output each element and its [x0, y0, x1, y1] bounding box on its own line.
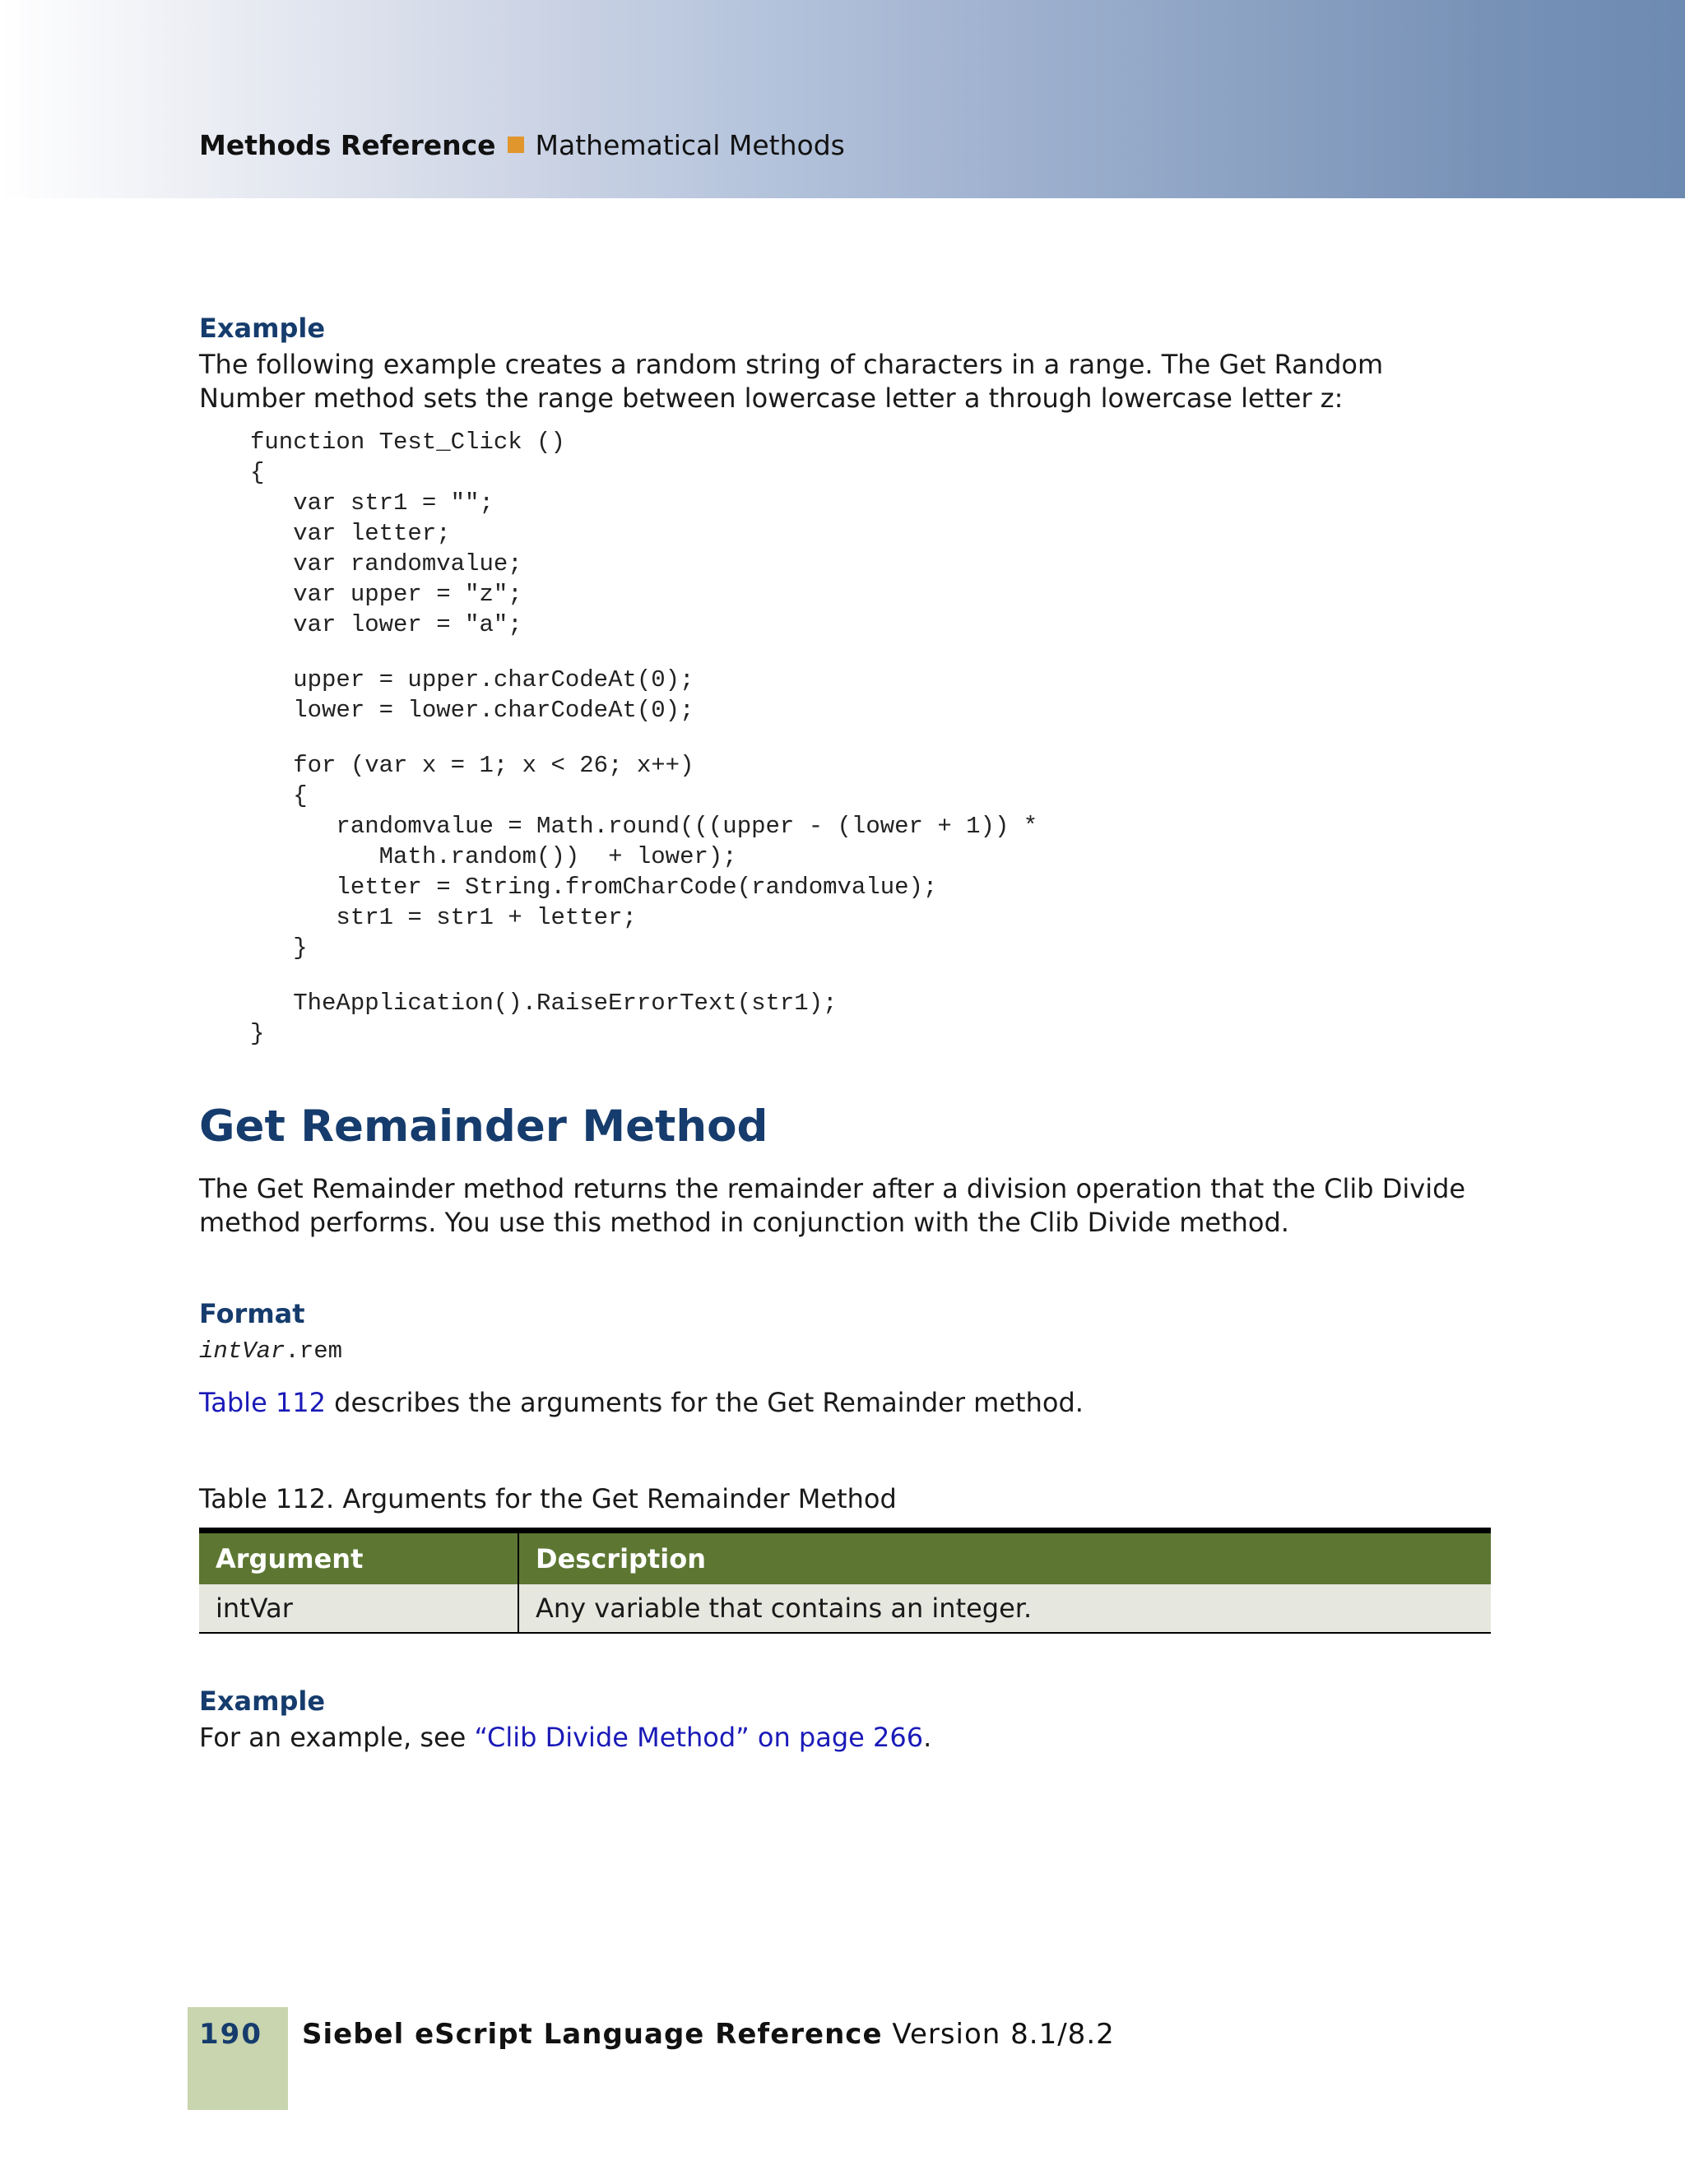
page-content [199, 308, 1491, 1755]
code-line: upper = upper.charCodeAt(0); [250, 666, 694, 693]
table-link[interactable]: Table 112 [199, 1387, 326, 1418]
format-heading: Format [199, 1298, 305, 1329]
code-line: { [250, 782, 308, 809]
table-caption: Table 112. Arguments for the Get Remainder Method [199, 1483, 897, 1514]
code-line: str1 = str1 + letter; [250, 904, 637, 931]
header-section: Methods Reference [199, 129, 496, 161]
header-chapter: Mathematical Methods [535, 129, 845, 161]
syntax-variable: intVar [199, 1338, 285, 1365]
column-header-argument: Argument [199, 1531, 518, 1585]
table-reference [199, 1386, 1491, 1420]
code-line: var randomvalue; [250, 550, 522, 577]
table-row [199, 1584, 1491, 1633]
code-line: lower = lower.charCodeAt(0); [250, 697, 694, 724]
code-line: randomvalue = Math.round(((upper - (lower + 1)) * [250, 813, 1038, 840]
code-gap [250, 640, 1491, 665]
footer-title [302, 2014, 1115, 2055]
code-line: var str1 = ""; [250, 489, 494, 517]
clib-divide-link[interactable]: “Clib Divide Method” on page 266 [474, 1722, 924, 1753]
code-example [250, 427, 1491, 1049]
running-header [199, 125, 845, 166]
table-header-row [199, 1531, 1491, 1585]
method-description: The Get Remainder method returns the remainder after a division operation that the Clib Divide method performs. You use this method in conjunction with the Clib Divide method. [199, 1173, 1466, 1238]
syntax-property: .rem [285, 1338, 343, 1365]
cell-argument: intVar [199, 1584, 518, 1633]
example2-suffix: . [923, 1722, 932, 1753]
example-heading: Example [199, 313, 326, 344]
code-line: letter = String.fromCharCode(randomvalue); [250, 874, 938, 901]
code-line: } [250, 1020, 265, 1047]
code-line: for (var x = 1; x < 26; x++) [250, 752, 694, 779]
code-line: var letter; [250, 520, 451, 547]
code-gap [250, 963, 1491, 988]
format-syntax [199, 1335, 1491, 1370]
column-header-description: Description [518, 1531, 1491, 1585]
example-intro: The following example creates a random string of characters in a range. The Get Random Number method sets the range between lowercase letter a through lowercase letter z: [199, 349, 1384, 414]
code-gap [250, 726, 1491, 750]
header-band [0, 0, 1685, 198]
code-line: } [250, 934, 308, 962]
table-reference-text: describes the arguments for the Get Remainder method. [326, 1387, 1084, 1418]
book-title: Siebel eScript Language Reference [302, 2018, 883, 2051]
example2-text [199, 1721, 1491, 1755]
code-line: Math.random()) + lower); [250, 843, 737, 870]
example2-heading: Example [199, 1686, 326, 1717]
page-number: 190 [199, 2018, 262, 2051]
square-bullet-icon [508, 137, 524, 153]
example2-prefix: For an example, see [199, 1722, 475, 1753]
cell-description: Any variable that contains an integer. [518, 1584, 1491, 1633]
code-line: function Test_Click () [250, 429, 565, 456]
arguments-table [199, 1528, 1491, 1634]
code-line: TheApplication().RaiseErrorText(str1); [250, 990, 838, 1017]
code-line: { [250, 459, 265, 486]
book-version: Version 8.1/8.2 [882, 2018, 1115, 2051]
code-line: var lower = "a"; [250, 611, 522, 638]
code-line: var upper = "z"; [250, 581, 522, 608]
method-title: Get Remainder Method [199, 1101, 768, 1152]
